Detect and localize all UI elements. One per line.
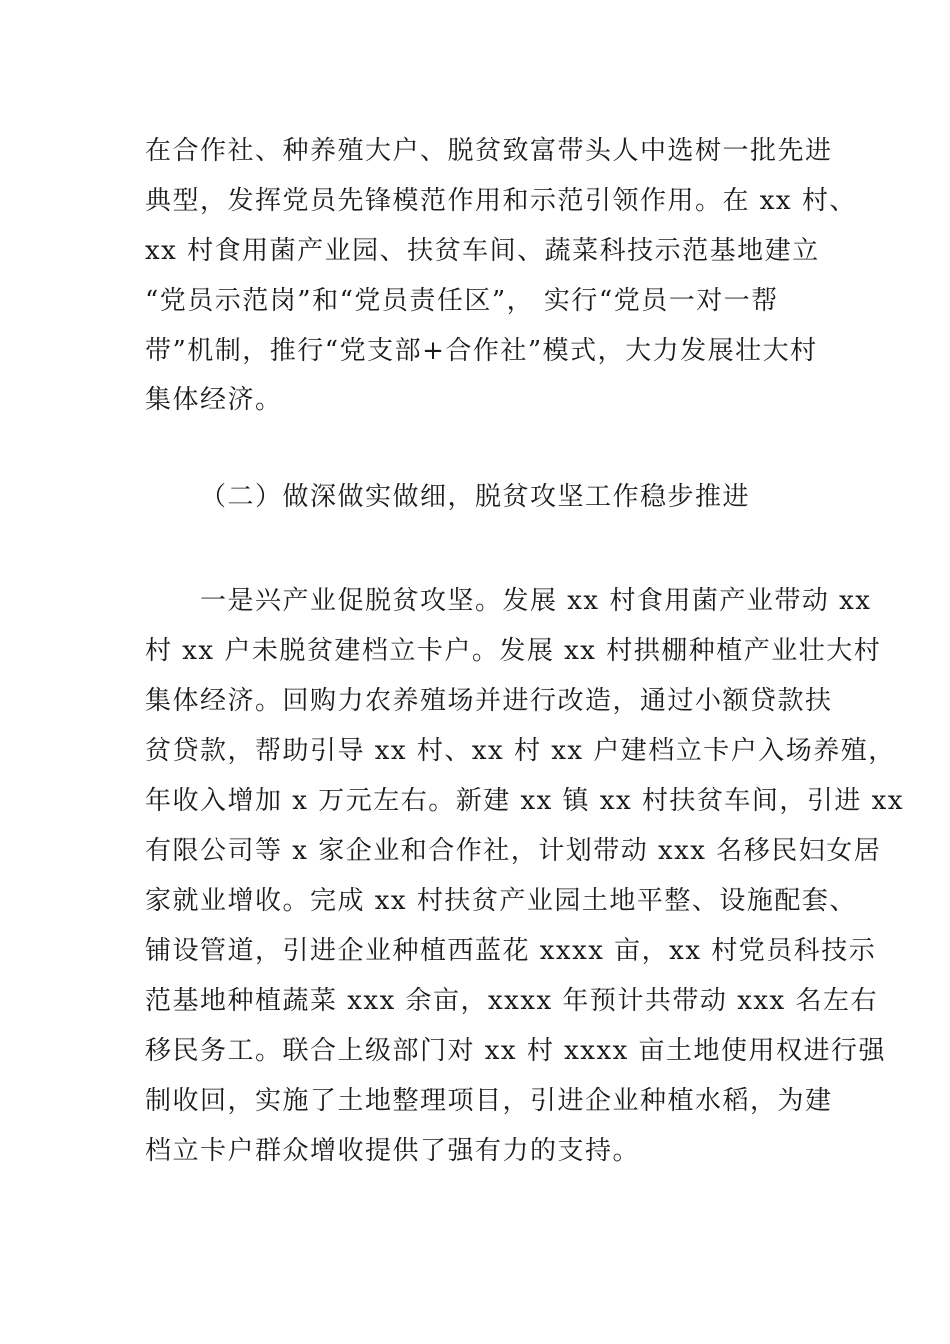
paragraph-2-line: 档立卡户群众增收提供了强有力的支持。 [145,1136,641,1166]
paragraph-2-line: 铺设管道，引进企业种植西蓝花 xxxx 亩，xx 村党员科技示 [145,936,877,966]
paragraph-2-line: 家就业增收。完成 xx 村扶贫产业园土地平整、设施配套、 [145,886,857,916]
paragraph-2-line: 制收回，实施了土地整理项目，引进企业种植水稻，为建 [145,1086,833,1116]
paragraph-2-line: 年收入增加 x 万元左右。新建 xx 镇 xx 村扶贫车间，引进 xx [145,786,904,816]
paragraph-1-line: xx 村食用菌产业园、扶贫车间、蔬菜科技示范基地建立 [145,236,820,266]
paragraph-1-line: 带”机制，推行“党支部+合作社”模式，大力发展壮大村 [145,336,818,366]
paragraph-2-line: 村 xx 户未脱贫建档立卡户。发展 xx 村拱棚种植产业壮大村 [145,636,882,666]
paragraph-2-line: 有限公司等 x 家企业和合作社，计划带动 xxx 名移民妇女居 [145,836,882,866]
paragraph-2-line: 移民务工。联合上级部门对 xx 村 xxxx 亩土地使用权进行强 [145,1036,887,1066]
paragraph-2-line: 贫贷款，帮助引导 xx 村、xx 村 xx 户建档立卡户入场养殖， [145,736,896,766]
paragraph-2-line: 范基地种植蔬菜 xxx 余亩，xxxx 年预计共带动 xxx 名左右 [145,986,878,1016]
paragraph-1-line: “党员示范岗”和“党员责任区”， 实行“党员一对一帮 [145,286,779,316]
paragraph-2-line: 一是兴产业促脱贫攻坚。发展 xx 村食用菌产业带动 xx [200,586,872,616]
paragraph-2-line: 集体经济。回购力农养殖场并进行改造，通过小额贷款扶 [145,686,833,716]
paragraph-1-line: 典型，发挥党员先锋模范作用和示范引领作用。在 xx 村、 [145,186,857,216]
paragraph-1-line: 集体经济。 [145,385,283,415]
paragraph-1-line: 在合作社、种养殖大户、脱贫致富带头人中选树一批先进 [145,136,833,166]
section-heading: （二）做深做实做细，脱贫攻坚工作稳步推进 [200,482,751,512]
